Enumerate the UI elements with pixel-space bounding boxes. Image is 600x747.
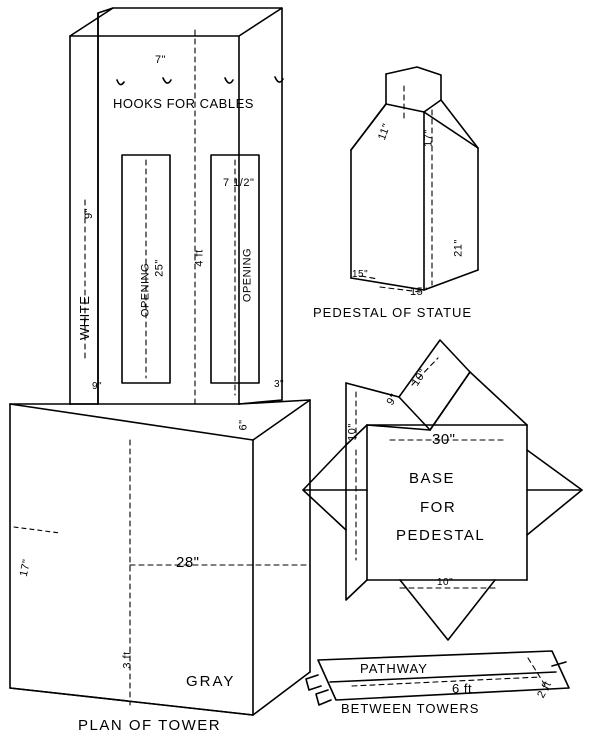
plan-of-tower-caption: PLAN OF TOWER (78, 717, 222, 734)
dim-opening-right-side: 3" (274, 379, 285, 390)
dim-opening-top-left: 7" (155, 54, 167, 66)
dim-center-height: 4 ft (193, 249, 206, 267)
hooks-for-cables-label: HOOKS FOR CABLES (113, 96, 254, 111)
dim-pedestal-neck-height: 17" (422, 129, 435, 147)
dim-base-width: 28" (176, 554, 200, 571)
dim-opening-left-bottom: 9" (92, 381, 103, 392)
dim-pedestal-base-width: 15" (410, 286, 428, 298)
dim-pathway-length: 6 ft (452, 681, 473, 696)
opening-right-label: OPENING (241, 247, 254, 303)
opening-left-label: OPENING (139, 262, 152, 318)
dim-pedestal-body-height: 21" (452, 239, 465, 257)
pedestal-caption: PEDESTAL OF STATUE (313, 305, 473, 320)
dim-base-left-height: 10" (346, 423, 359, 441)
base-label-line3: PEDESTAL (396, 527, 486, 544)
pathway-label-top: PATHWAY (360, 661, 428, 676)
pathway-label-bottom: BETWEEN TOWERS (341, 701, 480, 716)
base-label-line2: FOR (420, 499, 457, 516)
dim-left-depth: 9" (83, 208, 95, 220)
gray-section-label: GRAY (186, 673, 236, 690)
dim-pedestal-base-side: 15" (352, 269, 369, 280)
dim-opening-right-top: 7 1/2" (223, 177, 255, 189)
dim-opening-left-width: 25" (153, 259, 166, 277)
dim-pathway-width: 2 ft (535, 679, 554, 701)
dim-pedestal-neck-slant: 11" (376, 121, 394, 142)
dim-base-flap-small: 9" (384, 391, 401, 408)
dim-base-bottom: 10" (437, 577, 454, 588)
dim-base-top-width: 30" (432, 431, 456, 448)
dim-opening-right-bottom: 6" (237, 419, 250, 431)
dim-base-height: 3 ft (121, 651, 134, 669)
dim-base-side: 17" (17, 558, 34, 578)
dim-base-flap-slant: 10" (409, 367, 430, 389)
base-label-line1: BASE (409, 470, 456, 487)
white-section-label: WHITE (77, 295, 92, 340)
